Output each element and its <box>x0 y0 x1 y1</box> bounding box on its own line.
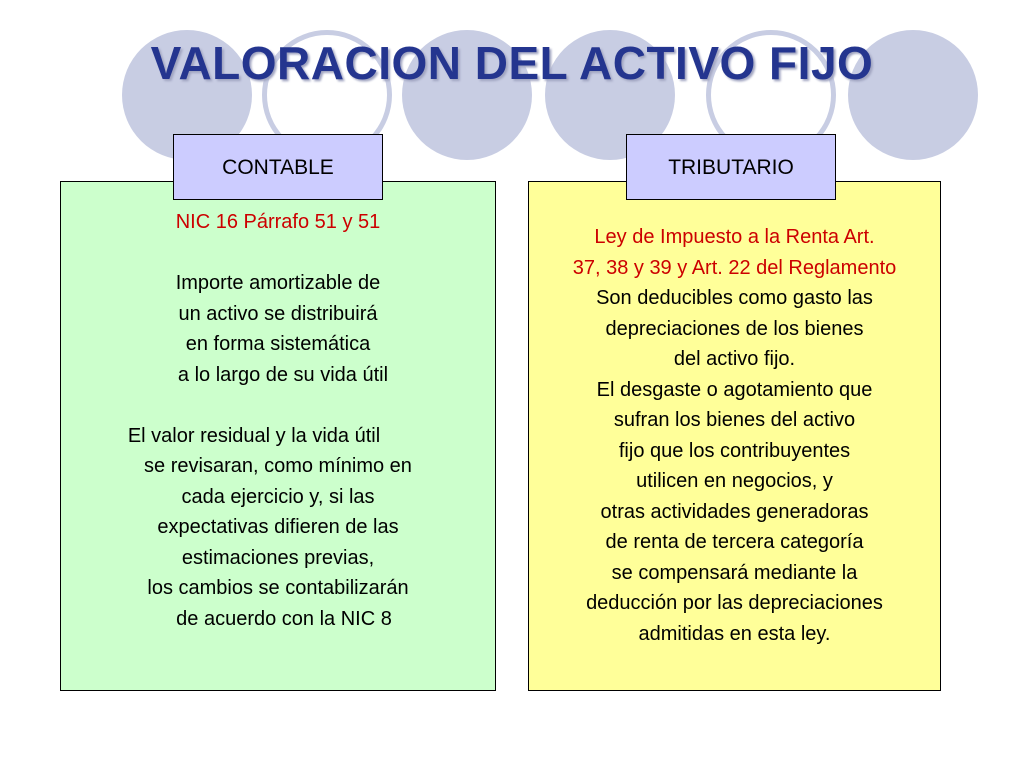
contable-text-line: cada ejercicio y, si las <box>181 485 375 508</box>
tributario-text-line: deducción por las depreciaciones <box>586 592 883 614</box>
tributario-reference-line: 37, 38 y 39 y Art. 22 del Reglamento <box>572 256 897 279</box>
tributario-panel <box>528 181 941 691</box>
contable-text-line: se revisaran, como mínimo en <box>144 455 412 477</box>
tab-tributario: TRIBUTARIO <box>626 134 836 200</box>
contable-text-line: expectativas difieren de las <box>157 516 399 538</box>
tributario-text-line: otras actividades generadoras <box>600 500 869 523</box>
tributario-text-line: fijo que los contribuyentes <box>618 439 851 462</box>
contable-spacer <box>61 390 495 421</box>
tributario-text-line: admitidas en esta ley. <box>638 622 831 645</box>
tributario-text-line: depreciaciones de los bienes <box>605 317 864 340</box>
contable-text-line: estimaciones previas, <box>181 546 375 569</box>
contable-text-line: Importe amortizable de <box>175 272 381 294</box>
contable-panel <box>60 181 496 691</box>
tributario-text-line: del activo fijo. <box>673 348 796 370</box>
tributario-text-line: de renta de tercera categoría <box>605 531 864 553</box>
contable-text-line: un activo se distribuirá <box>178 302 378 325</box>
contable-reference: NIC 16 Párrafo 51 y 51 <box>175 211 381 233</box>
contable-text-line: de acuerdo con la NIC 8 <box>176 607 392 630</box>
contable-text-line: a lo largo de su vida útil <box>177 363 389 386</box>
contable-text-line: en forma sistemática <box>185 333 371 355</box>
contable-text-line: los cambios se contabilizarán <box>147 577 409 599</box>
contable-spacer <box>61 238 495 269</box>
page-title: VALORACION DEL ACTIVO FIJO <box>150 37 874 89</box>
tributario-text-line: utilicen en negocios, y <box>636 470 833 492</box>
tab-contable: CONTABLE <box>173 134 383 200</box>
tributario-text-line: se compensará mediante la <box>611 561 858 584</box>
tributario-text-line: sufran los bienes del activo <box>613 409 856 431</box>
contable-text-line: El valor residual y la vida útil <box>127 424 381 447</box>
tributario-text-line: Son deducibles como gasto las <box>596 287 873 309</box>
tributario-text-line: El desgaste o agotamiento que <box>596 378 873 401</box>
tributario-reference-line: Ley de Impuesto a la Renta Art. <box>594 226 875 248</box>
